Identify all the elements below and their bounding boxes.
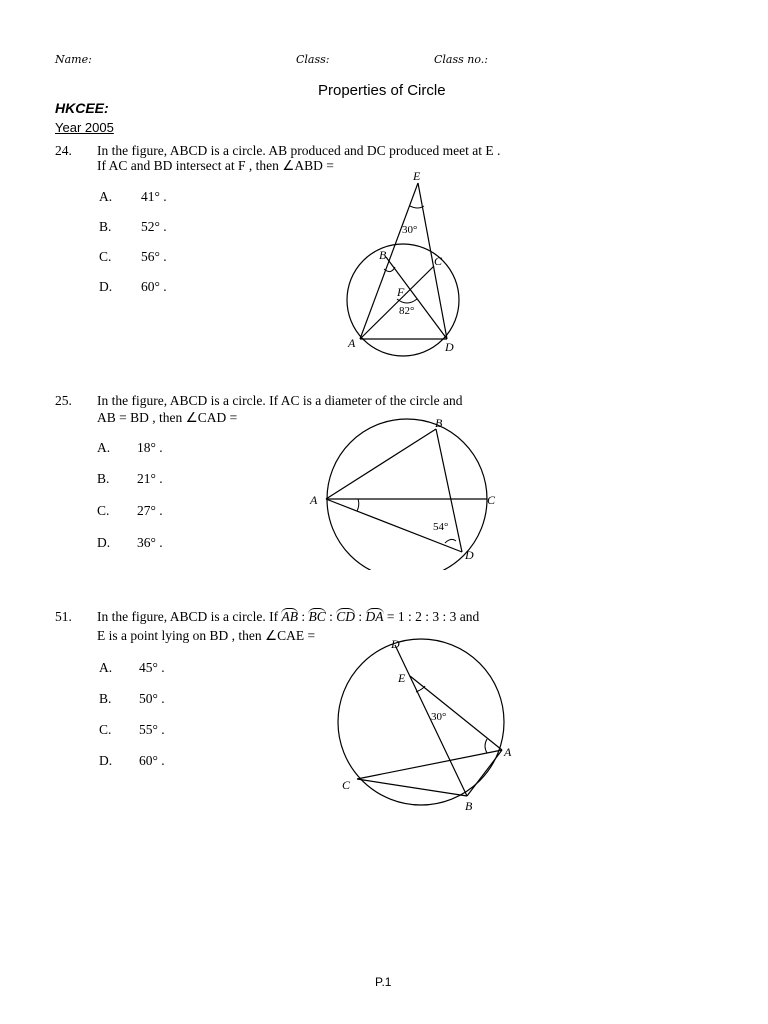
option-letter: A. (97, 440, 111, 455)
class-no-label: Class no.: (434, 53, 488, 66)
label-E: E (398, 671, 406, 685)
arc-BC: BC (308, 609, 326, 624)
angle-arc-D (445, 539, 456, 543)
option-letter: A. (99, 189, 113, 204)
circle (327, 419, 487, 570)
question-text-start: In the figure, ABCD is a circle. If (97, 609, 279, 624)
option-letter: A. (99, 660, 113, 675)
angle-arc-E (416, 686, 425, 692)
angle-label-D: 54° (433, 521, 449, 533)
option-value: 45° . (139, 660, 165, 675)
section-heading: HKCEE: (55, 100, 109, 116)
class-label: Class: (296, 53, 330, 66)
line-CB (357, 779, 467, 796)
angle-arc-A (357, 499, 359, 511)
option-letter: D. (97, 535, 111, 550)
question-text-line1: In the figure, ABCD is a circle. AB produced and DC produced meet at E . (97, 143, 501, 158)
option-letter: B. (99, 219, 112, 234)
year-heading: Year 2005 (55, 120, 114, 135)
line-CA (357, 750, 502, 779)
label-D: D (465, 548, 474, 562)
question-number: 51. (55, 609, 72, 624)
page-number: P.1 (375, 975, 392, 989)
label-F: F (397, 285, 405, 299)
arc-DA: DA (365, 609, 384, 624)
question-text-line2: If AC and BD intersect at F , then ∠ABD = (97, 158, 334, 173)
option-value: 21° . (137, 471, 163, 486)
name-label: Name: (55, 53, 92, 66)
option-letter: C. (97, 503, 110, 518)
page-title: Properties of Circle (318, 82, 446, 99)
label-C: C (434, 254, 443, 268)
question-text-line2: AB = BD , then ∠CAD = (97, 410, 238, 425)
question-text-line2: E is a point lying on BD , then ∠CAE = (97, 628, 316, 643)
question-number: 25. (55, 393, 72, 408)
option-value: 18° . (137, 440, 163, 455)
label-A: A (504, 745, 512, 759)
question-text-line1: In the figure, ABCD is a circle. If AC is a diameter of the circle and (97, 393, 463, 408)
label-D: D (445, 340, 454, 354)
figure-q24 (335, 165, 475, 360)
angle-arc-A (485, 739, 487, 753)
option-value: 55° . (139, 722, 165, 737)
option-value: 52° . (141, 219, 167, 234)
option-letter: B. (99, 691, 112, 706)
question-number: 24. (55, 143, 72, 158)
option-letter: D. (99, 753, 113, 768)
option-value: 36° . (137, 535, 163, 550)
option-letter: D. (99, 279, 113, 294)
line-BD (436, 429, 462, 552)
label-D: D (391, 637, 400, 651)
label-C: C (487, 493, 496, 507)
line-BA (467, 750, 502, 796)
line-BD (386, 257, 447, 339)
angle-label-E: 30° (402, 224, 418, 236)
label-B: B (379, 248, 387, 262)
figure-q51 (320, 632, 520, 817)
angle-label-F: 82° (399, 305, 415, 317)
label-E: E (413, 169, 421, 183)
figure-q25 (305, 415, 505, 570)
arc-CD: CD (336, 609, 356, 624)
option-value: 60° . (141, 279, 167, 294)
option-value: 27° . (137, 503, 163, 518)
option-value: 56° . (141, 249, 167, 264)
question-text-ratio: = 1 : 2 : 3 : 3 and (386, 609, 480, 624)
question-text-line1a: In the figure, ABCD is a circle. If AB : BC : CD : DA = 1 : 2 : 3 : 3 and (97, 609, 480, 624)
label-A: A (348, 336, 356, 350)
option-letter: B. (97, 471, 110, 486)
line-AC (360, 266, 434, 339)
arc-AB: AB (281, 609, 298, 624)
label-B: B (435, 416, 443, 430)
label-A: A (310, 493, 318, 507)
angle-label-E: 30° (431, 711, 447, 723)
label-B: B (465, 799, 473, 813)
line-AB (326, 429, 436, 499)
label-C: C (342, 778, 351, 792)
option-value: 41° . (141, 189, 167, 204)
option-value: 60° . (139, 753, 165, 768)
option-letter: C. (99, 722, 112, 737)
option-value: 50° . (139, 691, 165, 706)
option-letter: C. (99, 249, 112, 264)
